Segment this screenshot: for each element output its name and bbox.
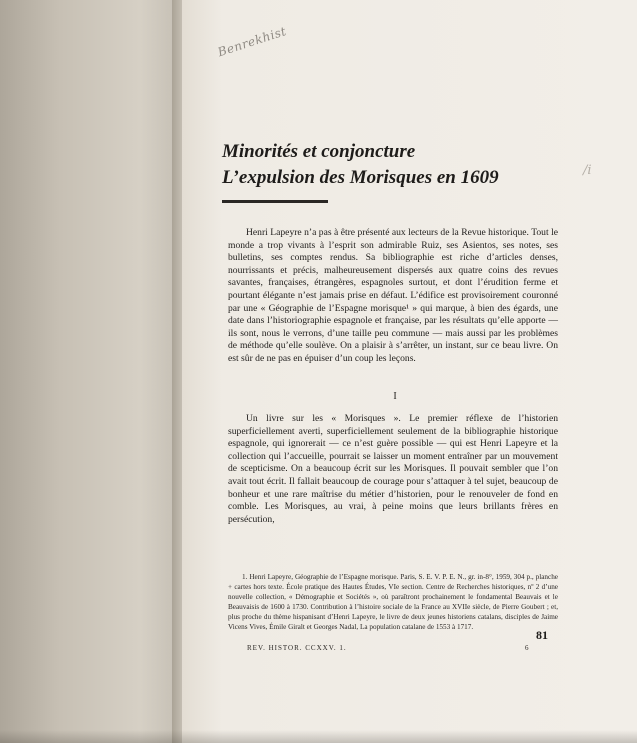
signature-mark: 6: [525, 644, 529, 652]
title-rule: [222, 200, 328, 203]
article-title-line-1: Minorités et conjoncture: [222, 141, 416, 162]
footnote: 1. Henri Lapeyre, Géographie de l’Espagne morisque. Paris, S. E. V. P. E. N., gr. in-8°, 1959, 304 p., planche + cartes hors texte. École pratique des Hautes Études, VIe section. Centre de Recherches historiques, nº 2 d’une nouvelle collection, « Démographie et Sociétés », où paraîtront prochainement le fondamental Beauvais et le Beauvaisis de 1600 à 1730. Contribution à l’histoire sociale de la France au XVIIe siècle, de Pierre Goubert ; et, plus proche du thème hispanisant d’Henri Lapeyre, le livre de deux jeunes historiens catalans, disciples de Jaime Vicens Vives, Émile Giralt et Georges Nadal, La population catalane de 1553 à 1717.: [228, 573, 558, 631]
pencil-mark: /i: [583, 163, 592, 178]
article-title-line-2: L’expulsion des Morisques en 1609: [222, 167, 499, 188]
handwritten-note: Benrekhist: [216, 23, 289, 60]
section-number: I: [393, 391, 397, 402]
left-page-edge: [0, 0, 178, 743]
bottom-shadow: [0, 730, 637, 743]
running-footer: REV. HISTOR. CCXXV. 1.: [247, 644, 347, 652]
section-paragraph: Un livre sur les « Morisques ». Le premier réflexe de l’historien superficiellement averti, superficiellement seulement de la bibliographie historique espagnole, qui ignorerait — ce n’est guère possible — qui est Henri Lapeyre et la collection qui l’accueille, pourrait se laisser un moment entraîner par un mouvement de scepticisme. On a beaucoup écrit sur les Morisques. Il pouvait sembler que l’on avait tout écrit. Il fallait beaucoup de courage pour s’attaquer à tel sujet, beaucoup de bonheur et une rare maîtrise du métier d’historien, pour le renouveler de fond en comble. Les Morisques, au vrai, à peine moins que leurs brillants frères en persécution,: [228, 413, 558, 525]
page-number: 81: [536, 628, 548, 642]
intro-paragraph: Henri Lapeyre n’a pas à être présenté aux lecteurs de la Revue historique. Tout le monde a trop vivants à l’esprit son admirable Ruiz, ses Asientos, ses notes, ses bulletins, ses comptes rendus. Sa bibliographie est riche d’articles denses, nourrissants et précis, malheureusement dispersés aux quatre coins des revues savantes, françaises, étrangères, espagnoles surtout, et dont l’érudition ferme et pourtant élégante n’est jamais prise en défaut. L’édifice est provisoirement couronné par une « Géographie de l’Espagne morisque¹ » qui marque, à bien des égards, une date dans l’historiographie espagnole et française, par les résultats qu’elle apporte — ils sont, nous le verrons, d’une taille peu commune — mais aussi par les problèmes de méthode qu’elle soulève. On a plaisir à s’arrêter, un instant, sur ce beau livre. On est sûr de ne pas en épuiser d’un coup les leçons.: [228, 227, 558, 364]
